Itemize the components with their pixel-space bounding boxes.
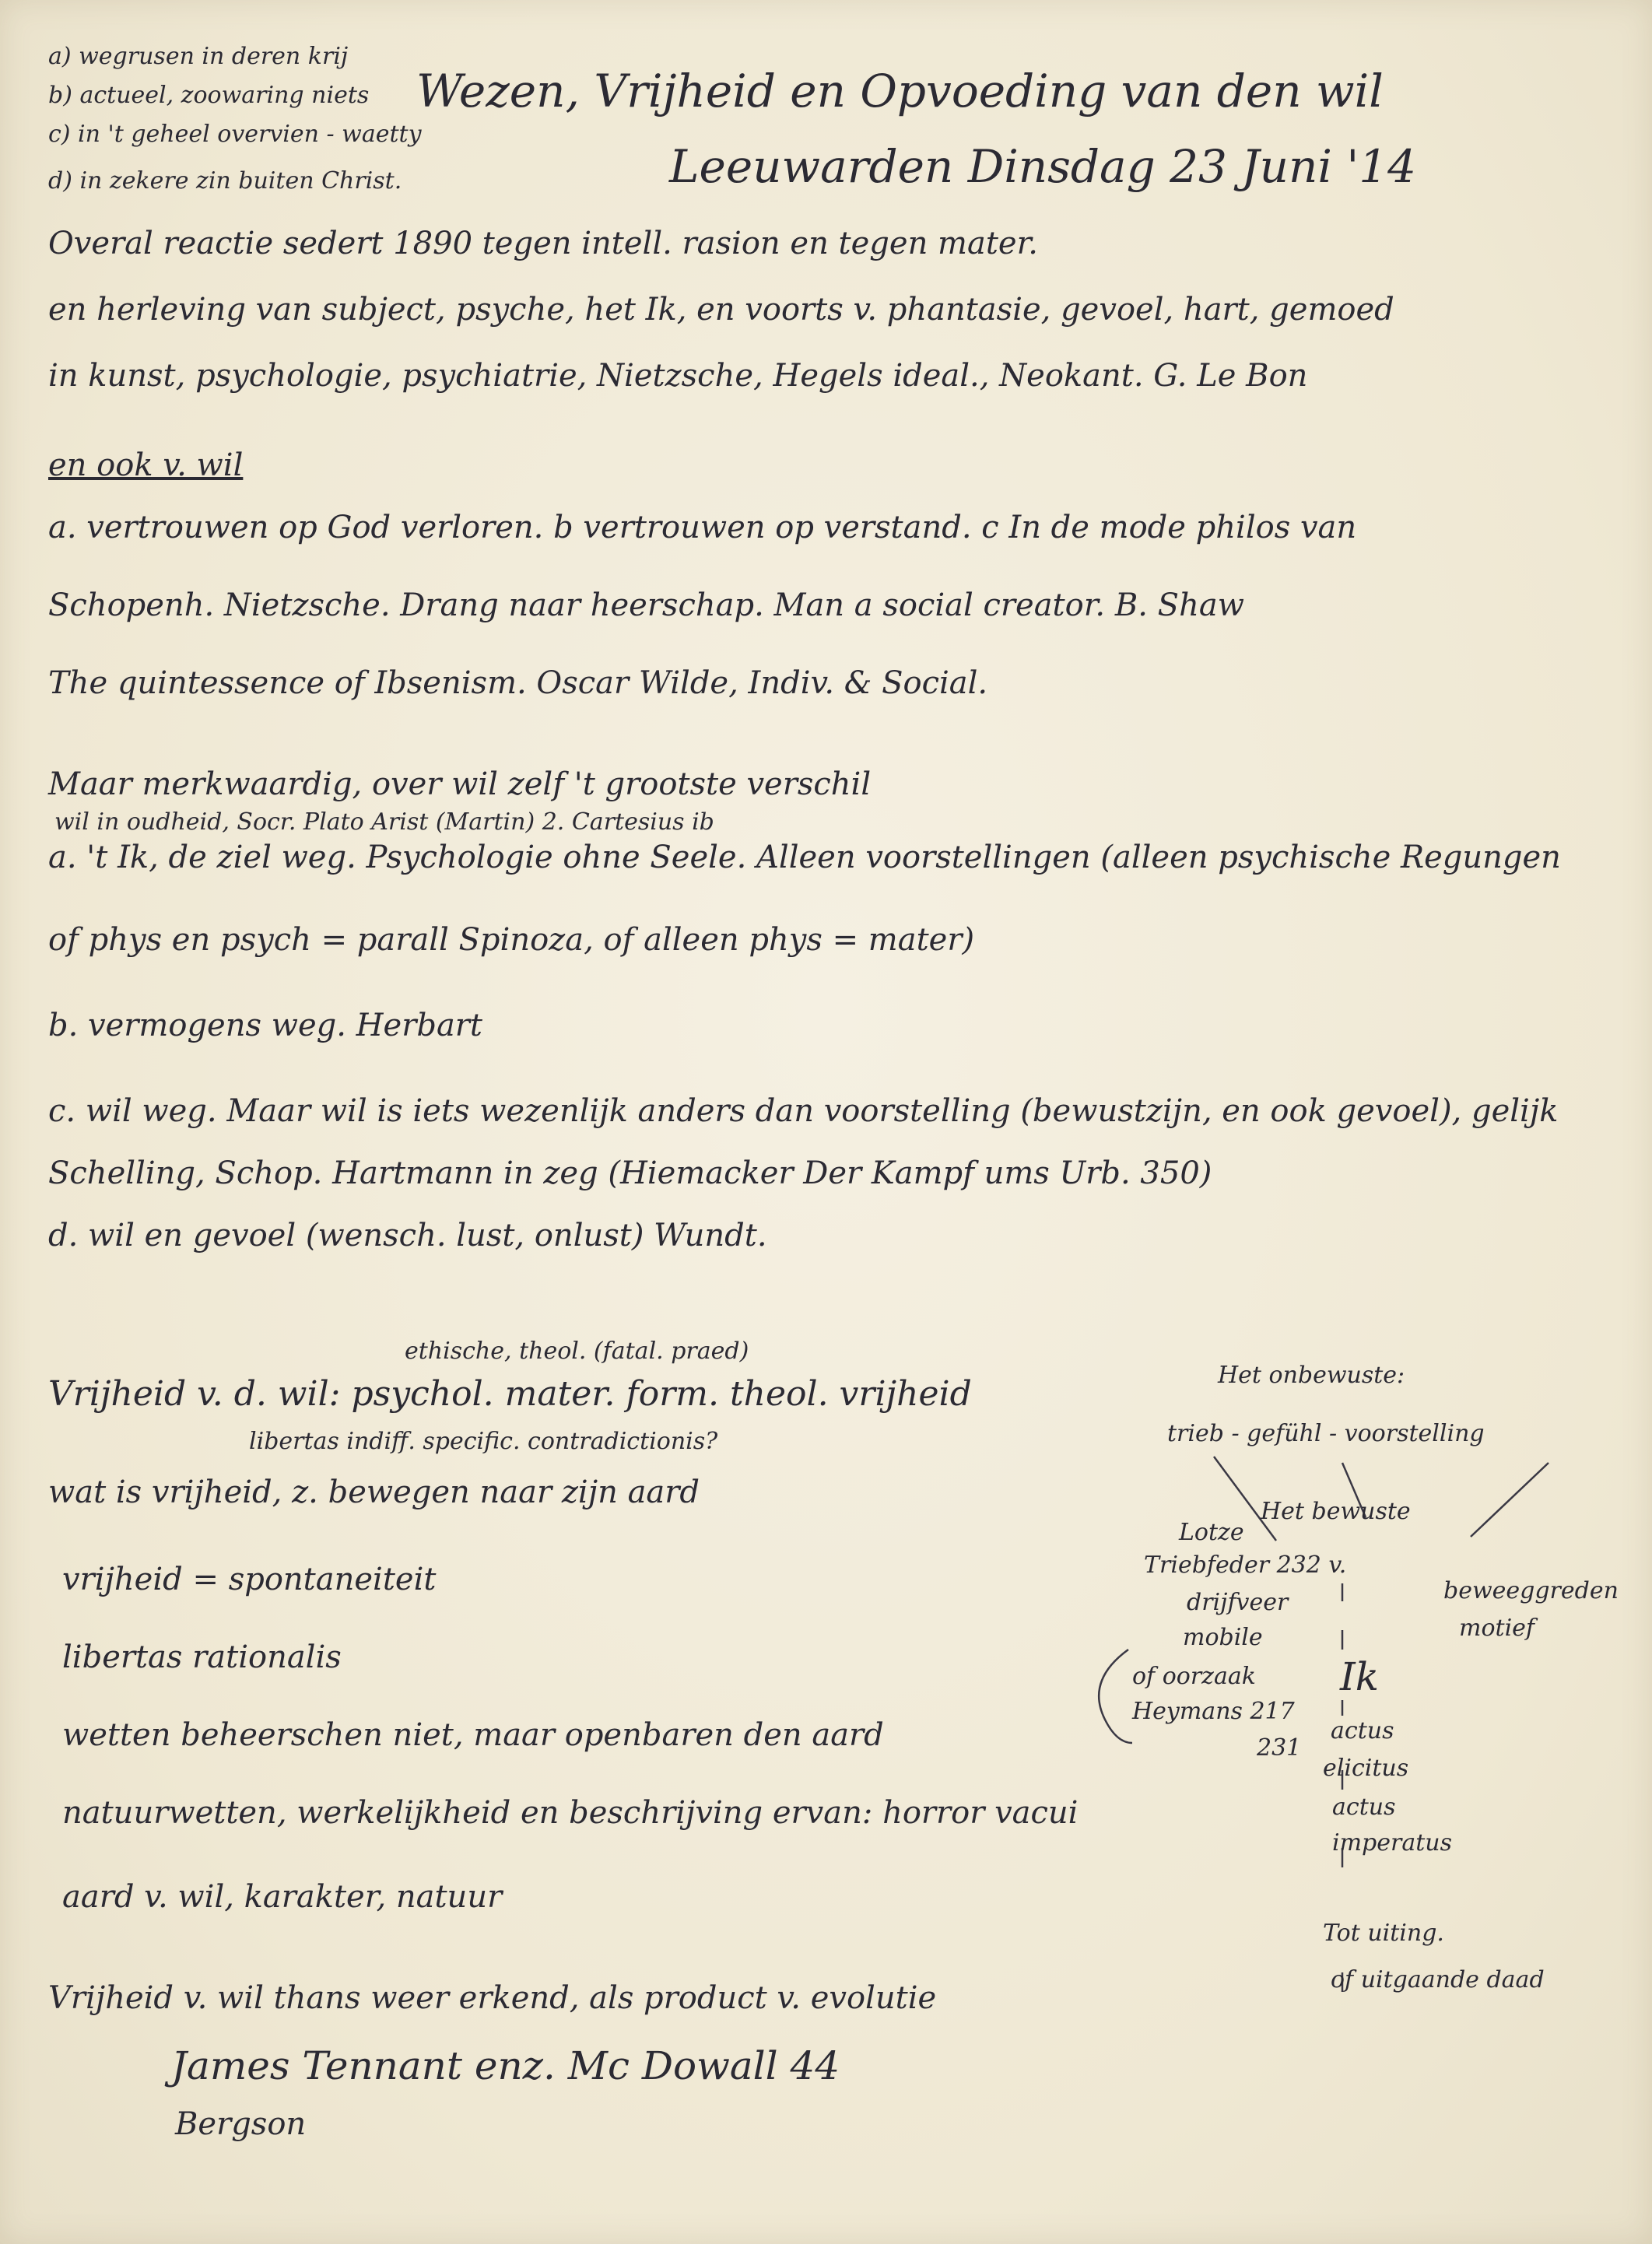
diagram-actus: actus — [1331, 1717, 1394, 1744]
diagram-drijfveer: drijfveer — [1187, 1589, 1289, 1616]
diagram-actus-2: actus — [1332, 1793, 1396, 1821]
diagram-ik: Ik — [1340, 1654, 1380, 1699]
diagram-elicitus: elicitus — [1323, 1755, 1409, 1782]
dateline: Leeuwarden Dinsdag 23 Juni '14 — [669, 140, 1417, 193]
margin-note-b: b) actueel, zoowaring niets — [48, 82, 370, 109]
section2-line-2: vrijheid = spontaneiteit — [62, 1562, 437, 1597]
margin-note-d: d) in zekere zin buiten Christ. — [48, 167, 402, 195]
margin-note-c: c) in 't geheel overvien - waetty — [48, 121, 422, 148]
body-line-3: in kunst, psychologie, psychiatrie, Nietzsche, Hegels ideal., Neokant. G. Le Bon — [48, 358, 1308, 394]
body-line-15: d. wil en gevoel (wensch. lust, onlust) Wundt. — [48, 1218, 767, 1253]
diagram-top-row: trieb - gefühl - voorstelling — [1167, 1420, 1485, 1447]
body-line-4: en ook v. wil — [48, 447, 244, 483]
diagram-motief: motief — [1459, 1615, 1535, 1642]
reference-line-2: Bergson — [175, 2106, 307, 2142]
body-line-6: Schopenh. Nietzsche. Drang naar heerschap. Man a social creator. B. Shaw — [48, 587, 1244, 623]
body-line-1: Overal reactie sedert 1890 tegen intell. rasion en tegen mater. — [48, 226, 1039, 261]
diagram-page231: 231 — [1257, 1734, 1302, 1762]
diagram-mobile: mobile — [1183, 1624, 1263, 1651]
margin-note-a: a) wegrusen in deren krij — [48, 43, 349, 70]
diagram-bewuste: Het bewuste — [1261, 1498, 1411, 1525]
diagram-daad: of uitgaande daad — [1331, 1966, 1545, 1993]
diagram-heymans: Heymans 217 — [1132, 1698, 1295, 1725]
diagram-heading: Het onbewuste: — [1218, 1362, 1405, 1389]
section2-above: ethische, theol. (fatal. praed) — [405, 1338, 749, 1365]
body-line-5: a. vertrouwen op God verloren. b vertrouwen op verstand. c In de mode philos van — [48, 510, 1357, 545]
diagram-triebfeder: Triebfeder 232 v. — [1144, 1552, 1347, 1579]
section2-line-6: aard v. wil, karakter, natuur — [62, 1879, 503, 1915]
diagram-tot-uiting: Tot uiting. — [1323, 1920, 1444, 1947]
diagram-imperatus: imperatus — [1332, 1829, 1452, 1857]
section2-main: Vrijheid v. d. wil: psychol. mater. form. theol. vrijheid — [48, 1374, 972, 1414]
reference-line-1: James Tennant enz. Mc Dowall 44 — [171, 2043, 840, 2088]
section2-line-3: libertas rationalis — [62, 1639, 342, 1675]
connector-bracket — [1099, 1650, 1132, 1743]
body-line-12: b. vermogens weg. Herbart — [48, 1008, 482, 1043]
body-line-7: The quintessence of Ibsenism. Oscar Wilde, Indiv. & Social. — [48, 665, 988, 701]
section2-line-5: natuurwetten, werkelijkheid en beschrijving ervan: horror vacui — [62, 1795, 1079, 1831]
body-line-14: Schelling, Schop. Hartmann in zeg (Hiemacker Der Kampf ums Urb. 350) — [48, 1155, 1212, 1191]
body-line-11: of phys en psych = parall Spinoza, of alleen phys = mater) — [48, 922, 975, 958]
section2-line-4: wetten beheerschen niet, maar openbaren den aard — [62, 1717, 884, 1753]
body-line-9: wil in oudheid, Socr. Plato Arist (Martin) 2. Cartesius ib — [54, 808, 714, 836]
section2-sub: libertas indiff. specific. contradictionis? — [249, 1428, 718, 1455]
body-line-8: Maar merkwaardig, over wil zelf 't grootste verschil — [48, 766, 872, 802]
diagram-beweeggreden: beweeggreden — [1443, 1577, 1619, 1604]
diagram-oorzaak: of oorzaak — [1132, 1663, 1256, 1690]
page-title: Wezen, Vrijheid en Opvoeding van den wil — [416, 65, 1384, 117]
body-line-13: c. wil weg. Maar wil is iets wezenlijk anders dan voorstelling (bewustzijn, en ook gevoel), gelijk — [48, 1093, 1559, 1129]
section2-line-1: wat is vrijheid, z. bewegen naar zijn aard — [48, 1474, 700, 1510]
body-line-2: en herleving van subject, psyche, het Ik, en voorts v. phantasie, gevoel, hart, gemoed — [48, 292, 1394, 328]
connector-voorstelling — [1471, 1463, 1549, 1537]
body-line-10: a. 't Ik, de ziel weg. Psychologie ohne Seele. Alleen voorstellingen (alleen psychische Regungen — [48, 840, 1561, 875]
section2-line-7: Vrijheid v. wil thans weer erkend, als product v. evolutie — [48, 1980, 937, 2016]
diagram-lotze: Lotze — [1179, 1519, 1244, 1546]
